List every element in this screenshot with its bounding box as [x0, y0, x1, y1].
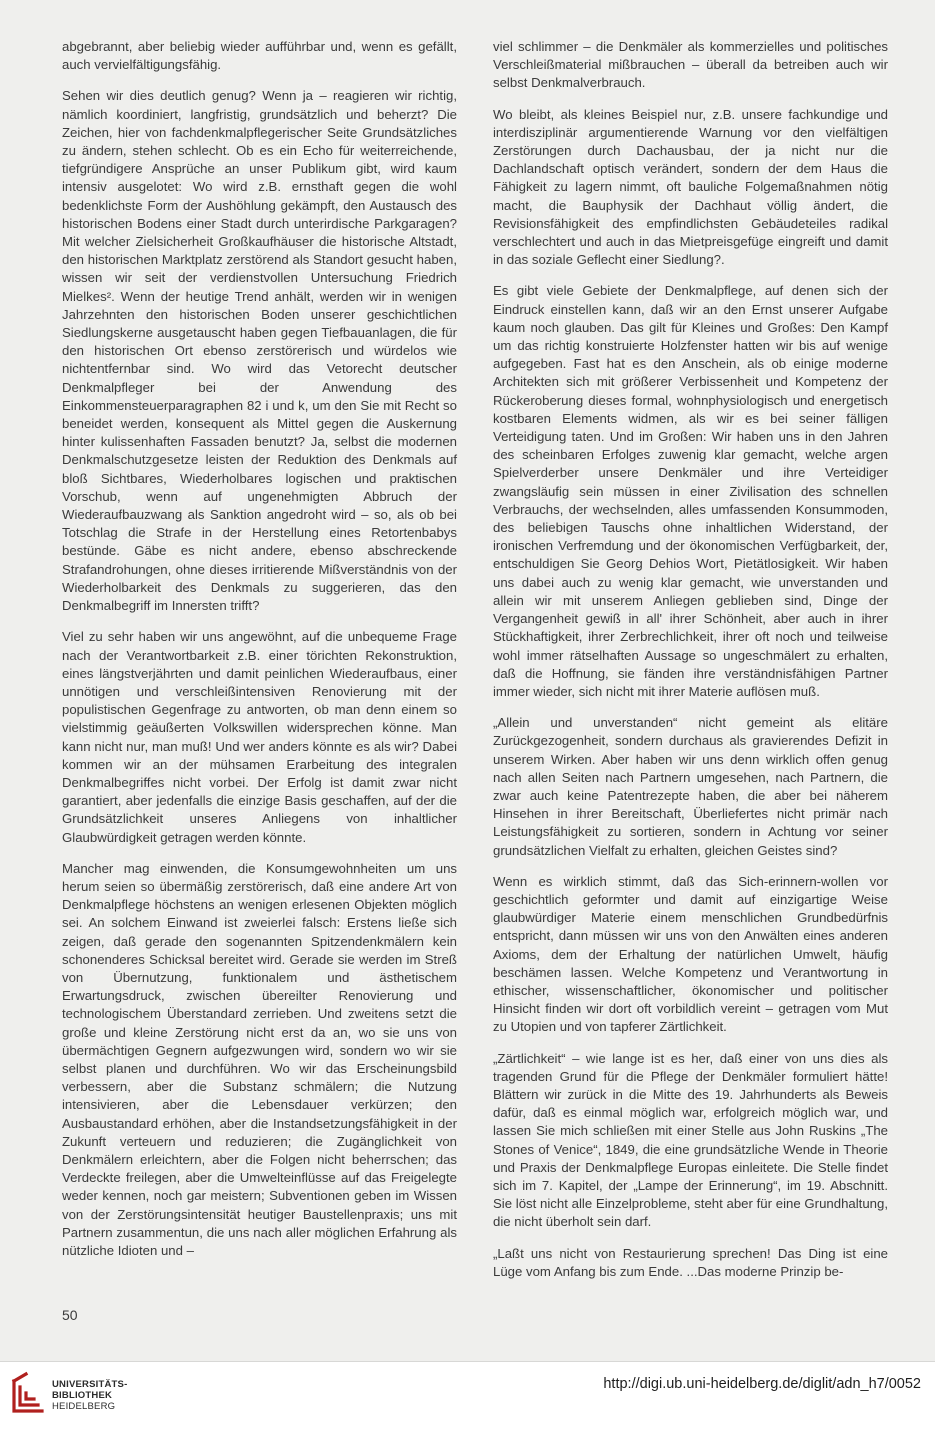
library-logo-icon: [8, 1371, 48, 1417]
right-paragraph-4: „Allein und unverstanden“ nicht gemeint als elitäre Zurückgezogenheit, sondern durchaus als gravierendes Defizit in unserem Wirken. Aber haben wir uns denn wirklich offen genug nach allen Seiten nach Partnern umgesehen, nach Partnern, die zwar auch keine Patentrezepte haben, die aber bei näherem Hinsehen in ihrer Bereitschaft, Überliefertes nicht primär nach Leistungsfähigkeit zu sortieren, sondern in Achtung vor seiner grundsätzlichen Vielfalt zu erhalten, gleichen Geistes sind?: [493, 715, 888, 858]
left-paragraph-1: abgebrannt, aber beliebig wieder aufführbar und, wenn es gefällt, auch vervielfältigungsfähig.: [62, 39, 457, 73]
right-paragraph-1: viel schlimmer – die Denkmäler als kommerzielles und politisches Verschleißmaterial mißbrauchen – überall da betreiben auch wir selbst Denkmalverbrauch.: [493, 39, 888, 91]
library-footer: [0, 1362, 935, 1431]
page-number: 50: [62, 1307, 78, 1323]
left-paragraph-2: Sehen wir dies deutlich genug? Wenn ja – reagieren wir richtig, nämlich koordiniert, langfristig, grundsätzlich und beherzt? Die Zeichen, hier von fachdenkmalpflegerischer Seite Grundsätzliches zu ändern, stehen schlecht. Ob es ein Echo für weiterreichende, tiefgründigere Ansprüche an unser Publikum gibt, wird kaum intensiv ausgelotet: Wo wird z.B. ernsthaft gegen die wohl bedenklichste Form der Aushöhlung gekämpft, den Austausch des historischen Bodens einer Stadt durch unterirdische Parkgaragen? Mit welcher Zielsicherheit Großkaufhäuser die historische Altstadt, den historischen Marktplatz zerstörend als Standort gesucht haben, wissen wir seit der verdienstvollen Untersuchung Friedrich Mielkes². Wenn der heutige Trend anhält, werden wir in wenigen Jahrzehnten den historischen Boden unserer geschichtlichen Siedlungskerne ausgetauscht haben gegen Tiefbauanlagen, die für den historischen Ort ebenso zerstörerisch und würdelos wie nichtentfernbar sind. Wo wird das Vetorecht deutscher Denkmalpfleger bei der Anwendung des Einkommensteuerparagraphen 82 i und k, um den Sie mit Recht so beneidet werden, konsequent als Mittel gegen die Auskernung hinter kulissenhaften Fassaden benutzt? Ja, selbst die modernen Denkmalschutzgesetze leisten der Reduktion des Denkmals auf bloß Sichtbares, Wiederholbares logischen und praktischen Vorschub, wenn auf ungenehmigten Abbruch der Wiederaufbauzwang als Sanktion angedroht wird – so, als ob bei Totschlag die Strafe in der Herstellung eines Retortenbabys bestünde. Gäbe es nicht andere, ebenso abschreckende Strafandrohungen, ohne dieses irritierende Mißverständnis von der Wiederholbarkeit des Denkmals zu suggerieren, das den Denkmalbegriff im Innersten trifft?: [62, 88, 457, 614]
right-column: [493, 38, 888, 1281]
right-paragraph-6: „Zärtlichkeit“ – wie lange ist es her, daß einer von uns dies als tragenden Grund für die Pflege der Denkmäler formuliert hätte! Blättern wir zurück in die Mitte des 19. Jahrhunderts als Beweis dafür, daß es einmal möglich war, erfolgreich möglich war, und lassen Sie mich schließen mit einer Stelle aus John Ruskins „The Stones of Venice“, 1849, die eine grundsätzliche Wende in Theorie und Praxis der Denkmalpflege Europas einleitete. Die Stelle findet sich im 7. Kapitel, der „Lampe der Erinnerung“, im 19. Abschnitt. Sie löst nicht alle Einzelprobleme, steht aber für eine Grundhaltung, die nicht überholt sein darf.: [493, 1050, 888, 1230]
source-url[interactable]: http://digi.ub.uni-heidelberg.de/diglit/adn_h7/0052: [603, 1376, 921, 1392]
right-paragraph-7: „Laßt uns nicht von Restaurierung sprechen! Das Ding ist eine Lüge vom Anfang bis zum Ende. ...Das moderne Prinzip be-: [493, 1245, 888, 1279]
library-name-line-1: UNIVERSITÄTS-: [52, 1379, 128, 1390]
left-paragraph-3: Viel zu sehr haben wir uns angewöhnt, auf die unbequeme Frage nach der Verantwortbarkeit z.B. einer törichten Rekonstruktion, eines längstverjährten und damit peinlichen Wiederaufbaus, einer unnötigen und verschleißintensiven Renovierung mit der populistischen Gegenfrage zu antworten, ob man denn einem so vielstimmig geäußerten Volkswillen widersprechen könne. Man kann nicht nur, man muß! Und wer anders könnte es als wir? Dabei kommen wir an der mühsamen Erarbeitung des integralen Denkmalbegriffes nicht vorbei. Der Erfolg ist damit zwar nicht garantiert, aber jedenfalls die einzige Basis geschaffen, auf der die Grundsätzlichkeit unseres Anliegens von inhaltlicher Glaubwürdigkeit getragen werden könnte.: [62, 629, 457, 845]
library-name: [52, 1379, 127, 1412]
library-name-line-2: BIBLIOTHEK: [52, 1390, 113, 1401]
right-paragraph-3: Es gibt viele Gebiete der Denkmalpflege, auf denen sich der Eindruck einstellen kann, daß wir an den Ernst unserer Aufgabe kaum noch glauben. Das gilt für Kleines und Großes: Den Kampf um das richtig konstruierte Holzfenster hatten wir bis auf wenige aufgegeben. Fast hat es den Anschein, als ob einige moderne Architekten sich mit größerer Verbissenheit und Kompetenz der Rückeroberung dieses formal, wohnphysiologisch und energetisch kostbaren Elements widmen, als wir es bei seiner fälligen Verteidigung taten. Und im Großen: Wir haben uns in den Jahren des scheinbaren Erfolges zuwenig klar gemacht, welche argen Spielverderber unsere Denkmäler und ihre Verteidiger zwangsläufig sein müssen in einer Zivilisation des schnellen Verbrauchs, der wechselnden, alles umfassenden Konsummoden, des beliebigen Tauschs ohne inhaltlichen Widerstand, der ironischen Verfremdung und der ökonomischen Verfügbarkeit, der, entschuldigen Sie Georg Dehios Wort, Pietätlosigkeit. Wir haben uns dabei auch zu wenig klar gemacht, wie unverstanden und allein wir mit unserem Anliegen geblieben sind, Dinge der Vergangenheit gewiß in all' ihrer Schönheit, aber auch in ihrer Stückhaftigkeit, ihrer Zerbrechlichkeit, ihrer oft noch und teilweise wohl immer rätselhaften Aussage so ungeschmälert zu erhalten, daß die Hoffnung, sie fänden ihre verständnisfähigen Partner immer wieder, sich nicht mit ihrer Materie auflösen muß.: [493, 283, 888, 699]
right-paragraph-2: Wo bleibt, als kleines Beispiel nur, z.B. unsere fachkundige und interdisziplinär argumentierende Warnung vor den vielfältigen Zerstörungen durch Dachausbau, der ja nicht nur die Dachlandschaft optisch verändert, sondern der dem Haus die Fähigkeit zu lagern nimmt, oft bauliche Folgemaßnahmen nötig macht, die Bauphysik der Dachhaut völlig ändert, die Revisionsfähigkeit des empfindlichsten Gebäudeteiles radikal verschlechtert und auch in das Mietpreisgefüge eingreift und damit in das soziale Geflecht einer Siedlung?.: [493, 106, 888, 268]
left-paragraph-4: Mancher mag einwenden, die Konsumgewohnheiten um uns herum seien so übermäßig zerstörerisch, daß eine andere Art von Denkmalpflege höchstens an wenigen erlesenen Objekten möglich sei. An solchem Einwand ist zweierlei falsch: Erstens ließe sich zeigen, daß gerade den sogenannten Spitzendenkmälern kein schonenderes Schicksal bereitet wird. Gerade sie werden im Streß von Übernutzung, funktionalem und ästhetischem Erwartungsdruck, zwischen übereilter Renovierung und technologischem Überstandard zerrieben. Und zweitens setzt die große und kleine Zerstörung nicht erst da an, wo sie uns von übermächtigen Gegnern aufgezwungen wird, sondern wo wir sie selbst planen und durchführen. Wo wir das Erscheinungsbild verbessern, aber die Substanz schmälern; die Nutzung intensivieren, aber die Lebensdauer verkürzen; den Ausbaustandard erhöhen, aber die Instandsetzungsfähigkeit in der Zukunft verteuern und reduzieren; die Zugänglichkeit von Denkmälern erleichtern, aber die Folgen nicht beherrschen; das Verdeckte freilegen, aber die Umwelteinflüsse auf das Freigelegte weder kennen, noch gar meistern; Subventionen geben im Wissen von der Zerstörungsintensität heutiger Baustellenpraxis; uns mit Partnern zusammentun, die uns nach aller möglichen Erfahrung als nützliche Idioten und –: [62, 860, 457, 1258]
library-name-line-3: HEIDELBERG: [52, 1401, 116, 1412]
right-paragraph-5: Wenn es wirklich stimmt, daß das Sich-erinnern-wollen vor geschichtlich geformter und damit auf einzigartige Weise glaubwürdiger Materie einem menschlichen Grundbedürfnis entspricht, dann müssen wir uns von den Anwälten eines anderen Axioms, dem der Erhaltung der natürlichen Umwelt, häufig beschämen lassen. Welche Kompetenz und Verantwortung in ethischer, wissenschaftlicher, ökonomischer und politischer Hinsicht finden wir dort oft vorbildlich vereint – getragen vom Mut zu Utopien und von tapferer Zärtlichkeit.: [493, 873, 888, 1035]
left-column: [62, 38, 457, 1260]
